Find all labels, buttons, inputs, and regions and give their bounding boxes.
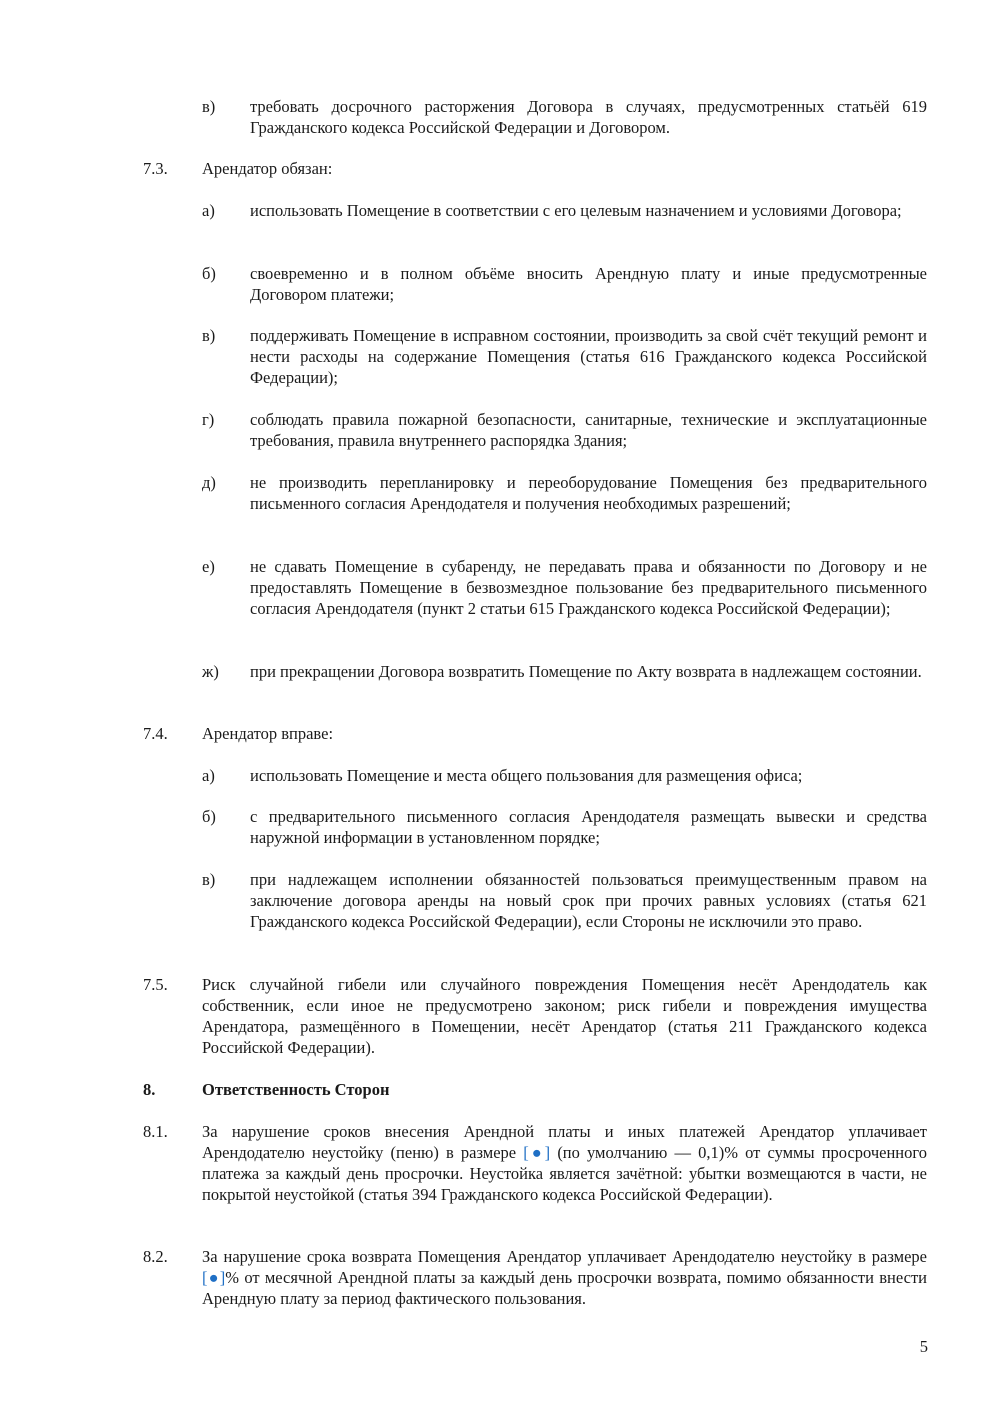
item-label: ж) — [202, 662, 219, 681]
item-text: требовать досрочного расторжения Договора в случаях, предусмотренных статьёй 619 Гражданского кодекса Российской Федерации и Договором. — [250, 97, 927, 137]
item-text: при прекращении Договора возвратить Помещение по Акту возврата в надлежащем состоянии. — [250, 662, 922, 681]
item-label: в) — [202, 326, 216, 345]
item-label: д) — [202, 473, 216, 492]
clause-number: 8.2. — [143, 1247, 168, 1266]
section-title: Ответственность Сторон — [202, 1080, 390, 1099]
item-text: соблюдать правила пожарной безопасности, санитарные, технические и эксплуатационные требования, правила внутреннего распорядка Здания; — [250, 410, 927, 450]
item-text: своевременно и в полном объёме вносить Арендную плату и иные предусмотренные Договором платежи; — [250, 264, 927, 304]
item-text: использовать Помещение и места общего пользования для размещения офиса; — [250, 766, 803, 785]
item-label: г) — [202, 410, 215, 429]
item-label: б) — [202, 807, 216, 826]
clause-number: 7.3. — [143, 159, 168, 178]
placeholder-marker: [●] — [523, 1143, 551, 1162]
clause-text: Арендатор вправе: — [202, 724, 334, 743]
clause-text: Арендатор обязан: — [202, 159, 333, 178]
item-text: использовать Помещение в соответствии с его целевым назначением и условиями Договора; — [250, 201, 902, 220]
item-text: не производить перепланировку и переоборудование Помещения без предварительного письменного согласия Арендодателя и получения необходимых разрешений; — [250, 473, 927, 513]
item-label: е) — [202, 557, 215, 576]
clause-number: 8.1. — [143, 1122, 168, 1141]
item-label: а) — [202, 766, 215, 785]
item-text: с предварительного письменного согласия Арендодателя размещать вывески и средства наружной информации в установленном порядке; — [250, 807, 927, 847]
placeholder-marker: [●] — [202, 1268, 226, 1287]
item-text: при надлежащем исполнении обязанностей пользоваться преимущественным правом на заключение договора аренды на новый срок при прочих равных условиях (статья 621 Гражданского кодекса Российской Федерации), если Стороны не исключили это право. — [250, 870, 927, 931]
item-label: а) — [202, 201, 215, 220]
section-number: 8. — [143, 1080, 156, 1099]
item-text: не сдавать Помещение в субаренду, не передавать права и обязанности по Договору и не предоставлять Помещение в безвозмездное пользование без предварительного письменного согласия Арендодателя (пункт 2 статьи 615 Гражданского кодекса Российской Федерации); — [250, 557, 927, 618]
clause-text: За нарушение срока возврата Помещения Арендатор уплачивает Арендодателю неустойку в размере [●]% от месячной Арендной платы за каждый день просрочки возврата, помимо обязанности внести Арендную плату за период фактического пользования. — [202, 1247, 927, 1308]
item-label: б) — [202, 264, 216, 283]
clause-number: 7.4. — [143, 724, 168, 743]
page-number: 5 — [919, 1337, 928, 1356]
clause-number: 7.5. — [143, 975, 168, 994]
item-label: в) — [202, 97, 216, 116]
clause-text: За нарушение сроков внесения Арендной платы и иных платежей Арендатор уплачивает Арендодателю неустойку (пеню) в размере [●] (по умолчанию — 0,1)% от суммы просроченного платежа за каждый день просрочки. Неустойка является зачётной: убытки возмещаются в части, не покрытой неустойкой (статья 394 Гражданского кодекса Российской Федерации). — [202, 1122, 927, 1204]
item-label: в) — [202, 870, 216, 889]
item-text: поддерживать Помещение в исправном состоянии, производить за свой счёт текущий ремонт и нести расходы на содержание Помещения (статья 616 Гражданского кодекса Российской Федерации); — [250, 326, 927, 387]
clause-text: Риск случайной гибели или случайного повреждения Помещения несёт Арендодатель как собственник, если иное не предусмотрено законом; риск гибели и повреждения имущества Арендатора, размещённого в Помещении, несёт Арендатор (статья 211 Гражданского кодекса Российской Федерации). — [202, 975, 927, 1057]
